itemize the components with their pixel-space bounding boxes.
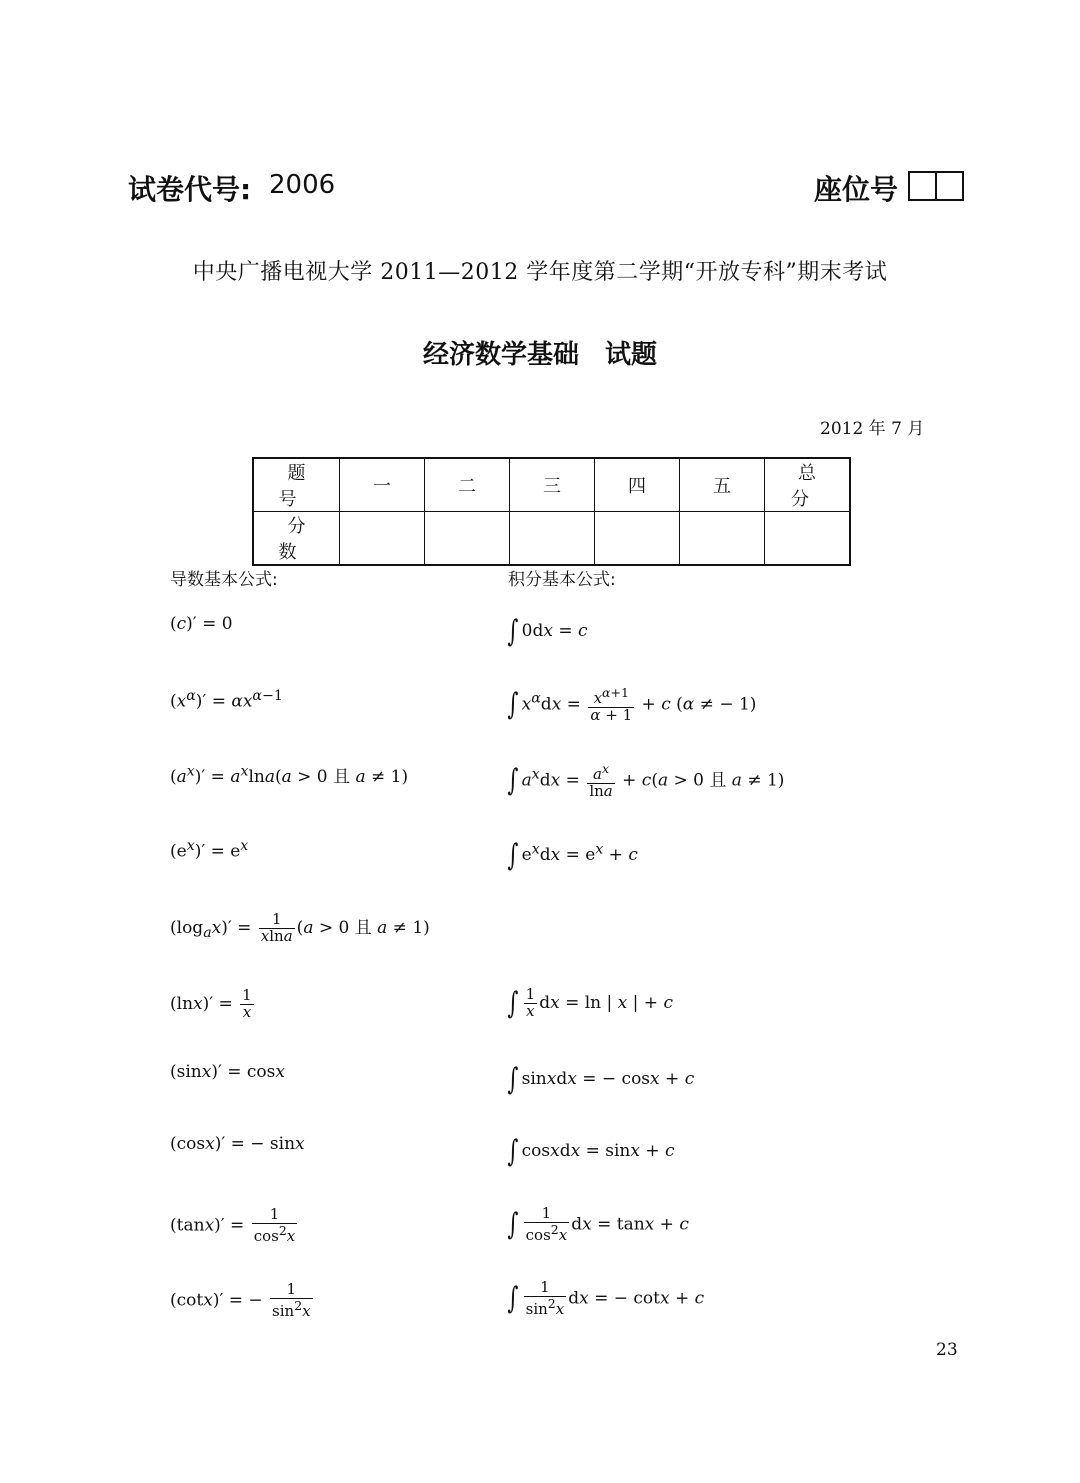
derivative-formula-sin: (sinx)′ = cosx: [170, 1062, 285, 1082]
score-cell[interactable]: [510, 512, 595, 566]
table-header-cell: 四: [595, 458, 680, 512]
score-row-label: 分 数: [253, 512, 340, 566]
derivative-formula-cos: (cosx)′ = − sinx: [170, 1134, 305, 1154]
derivative-section-title: 导数基本公式:: [170, 570, 278, 590]
score-cell[interactable]: [680, 512, 765, 566]
table-header-cell: 总 分: [765, 458, 851, 512]
integral-formula-cos: ∫ cosxdx = sinx + c: [507, 1134, 675, 1169]
exam-date: 2012 年 7 月: [820, 419, 925, 439]
table-header-cell: 一: [340, 458, 425, 512]
table-row: [253, 458, 850, 512]
integral-formula-csc2: ∫ $\frac{1}{\sin^2x}$ dx = − cotx + c: [507, 1278, 705, 1318]
seat-box-1[interactable]: [908, 171, 937, 201]
table-header-cell: 二: [425, 458, 510, 512]
exam-title: 中央广播电视大学 2011—2012 学年度第二学期“开放专科”期末考试: [192, 260, 888, 285]
table-header-cell: 五: [680, 458, 765, 512]
integral-formula-sin: ∫ sinxdx = − cosx + c: [507, 1062, 695, 1097]
derivative-formula-constant: (c)′ = 0: [170, 614, 233, 634]
integral-formula-reciprocal: ∫ $\frac{1}{x}$ dx = ln | x | + c: [507, 985, 673, 1021]
seat-box-2[interactable]: [935, 171, 964, 201]
score-cell[interactable]: [765, 512, 851, 566]
paper-code-label: 试卷代号:: [128, 173, 252, 206]
derivative-formula-log: $(\log_ax)'$ = $\frac{1}{xlna}$ (a > 0 且 a ≠ 1): [170, 910, 430, 945]
table-header-cell: 三: [510, 458, 595, 512]
score-cell[interactable]: [425, 512, 510, 566]
derivative-formula-power: $(x^\alpha)' = \alpha x^{\alpha-1}$: [170, 688, 283, 712]
integral-formula-power: ∫ $x^\alpha dx$ = $\frac{x^{\alpha+1}}{\alpha + 1}$ + c (α ≠ − 1): [507, 685, 757, 724]
subject-title: 经济数学基础 试题: [422, 340, 657, 370]
integral-formula-sec2: ∫ $\frac{1}{\cos^2x}$ dx = tanx + c: [507, 1204, 689, 1244]
seat-number-boxes: [908, 171, 964, 201]
integral-formula-natural-exp: ∫ $e^xdx = e^x + c$: [507, 838, 638, 873]
derivative-formula-exponential: $(a^x)' = a^x\ln a(a > 0$ 且 a ≠ 1): [170, 763, 409, 787]
score-table: [252, 457, 851, 566]
integral-formula-zero: ∫ 0dx = c: [507, 614, 588, 649]
score-cell[interactable]: [340, 512, 425, 566]
derivative-formula-tan: (tanx)′ = $\frac{1}{\cos^2x}$: [170, 1205, 296, 1245]
integral-section-title: 积分基本公式:: [508, 570, 616, 590]
derivative-formula-ln: (lnx)′ = $\frac{1}{x}$: [170, 986, 252, 1021]
integral-formula-exponential: ∫ $a^xdx$ = $\frac{a^x}{\ln a}$ + c(a > 0 且 a ≠ 1): [507, 761, 785, 800]
derivative-formula-natural-exp: $(e^x)' = e^x$: [170, 838, 249, 862]
page-number: 23: [936, 1340, 958, 1360]
seat-number-label: 座位号: [814, 173, 899, 206]
table-row: [253, 512, 850, 566]
paper-code: 2006: [269, 170, 336, 200]
table-header-cell: 题 号: [253, 458, 340, 512]
derivative-formula-cot: (cotx)′ = − $\frac{1}{\sin^2x}$: [170, 1280, 311, 1320]
score-cell[interactable]: [595, 512, 680, 566]
